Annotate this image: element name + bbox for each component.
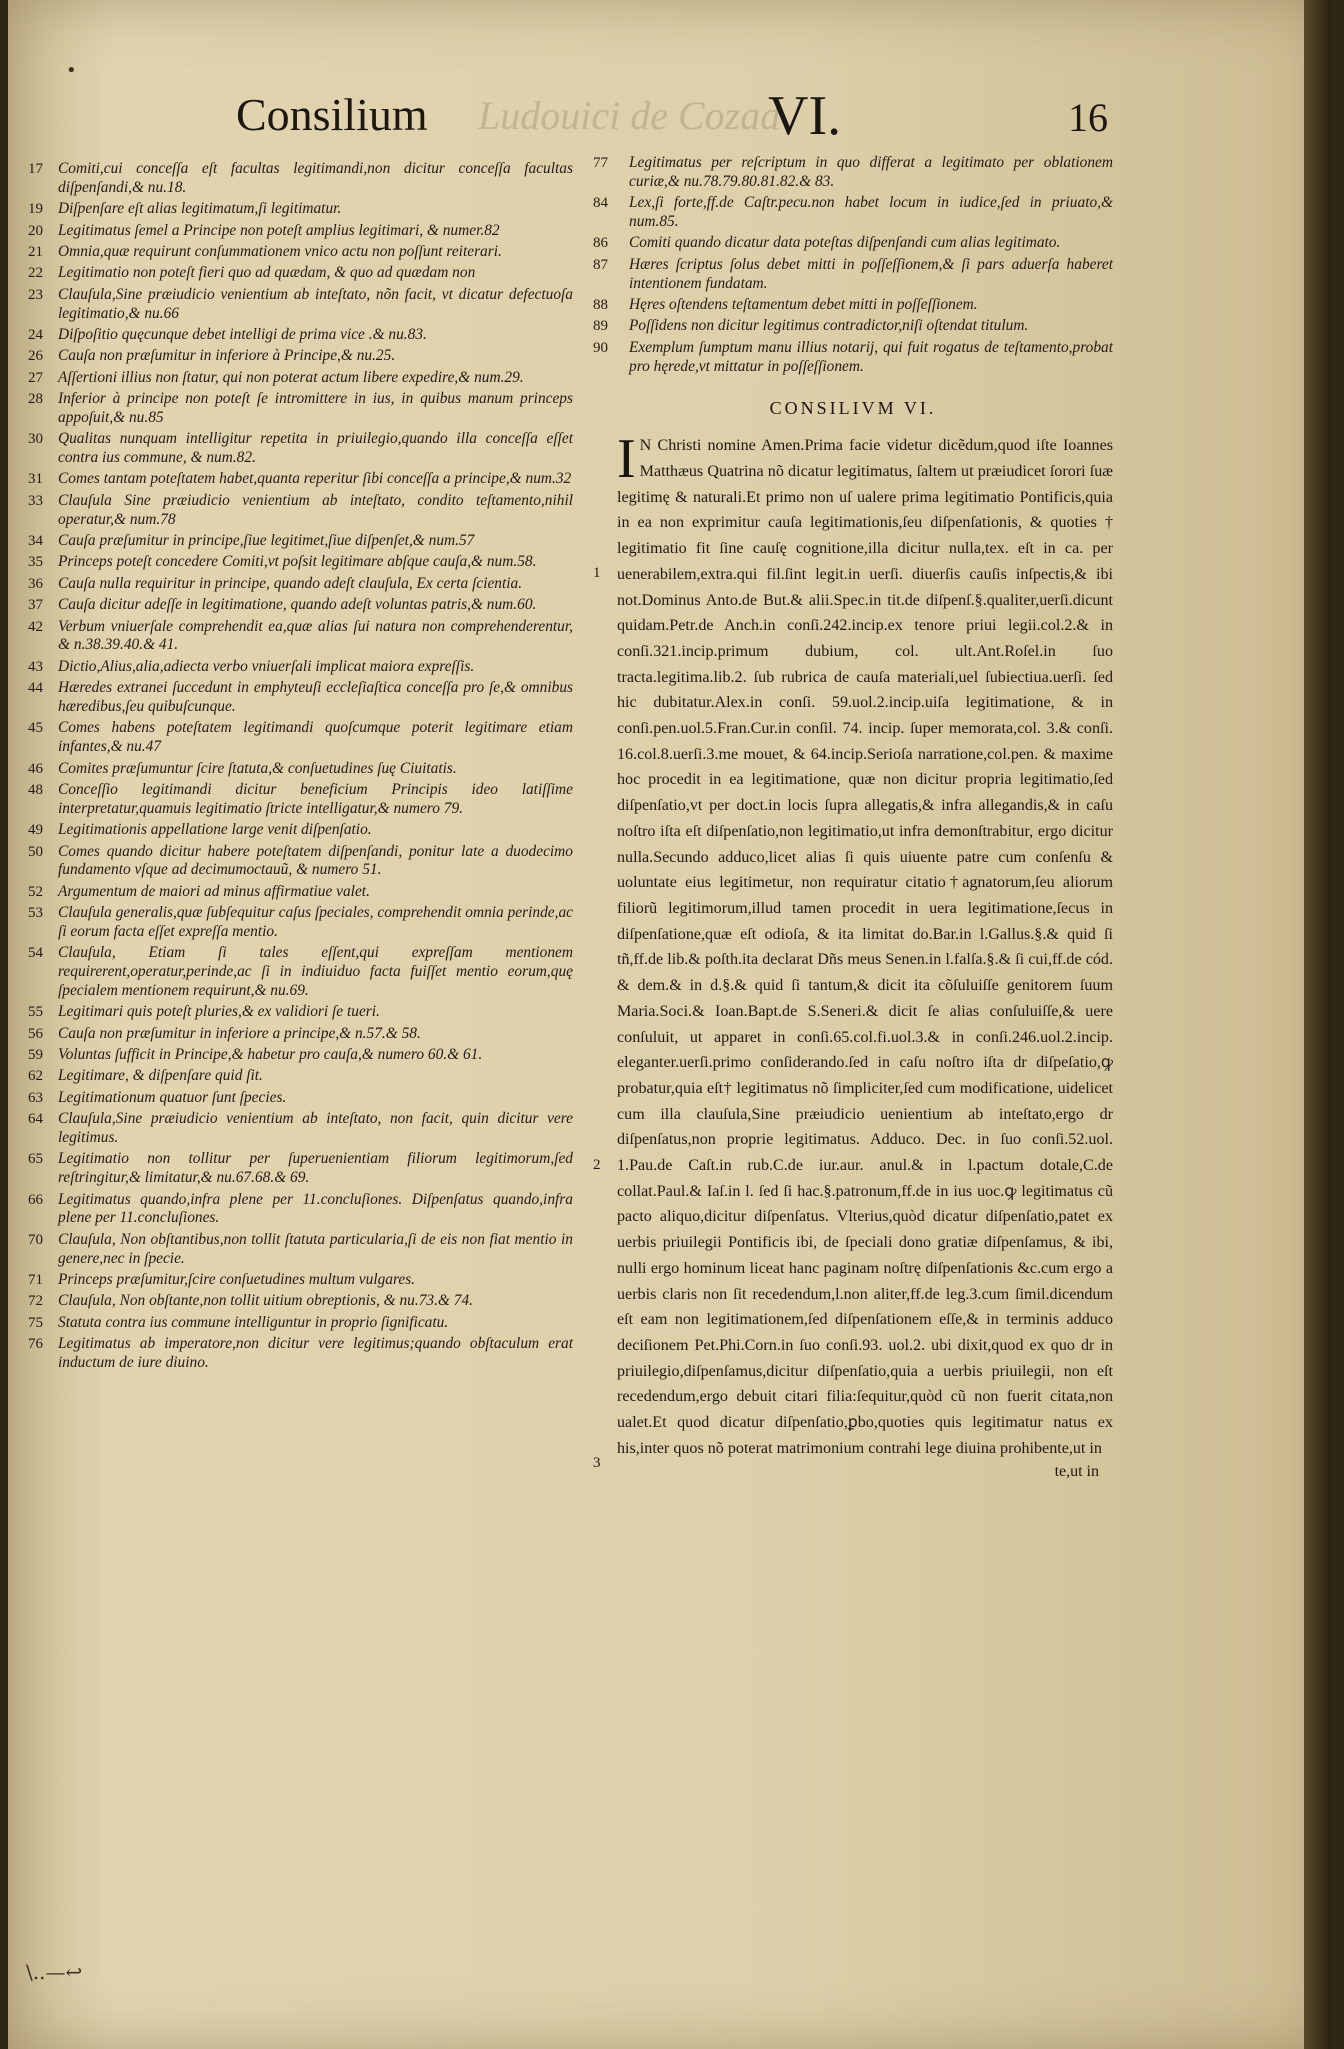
margin-number: 3 [593, 1455, 601, 1472]
index-entry-text: Comites præſumuntur ſcire ſtatuta,& conſuetudines ſuę Ciuitatis. [58, 759, 457, 777]
index-entry-number: 65 [28, 1151, 43, 1168]
index-entry-text: Princeps præſumitur,ſcire conſuetudines multum vulgares. [58, 1271, 416, 1288]
right-index-list [593, 154, 1113, 376]
index-entry [593, 339, 1113, 377]
index-entry-text: Clauſula,Sine præiudicio venientium ab inteſtato, non facit, quin dicitur vere legitimus. [58, 1110, 573, 1147]
index-entry-text: Lex,ſi forte,ff.de Caſtr.pecu.non habet locum in iudice,ſed in priuato,& num.85. [629, 194, 1113, 230]
ink-mark: \..—↩ [26, 1960, 83, 1984]
index-entry-text: Clauſula,Sine præiudicio venientium ab inteſtato, nõn facit, vt dicatur defectuoſa legitimatio,& nu.66 [58, 285, 573, 322]
index-entry-text: Diſpoſitio quęcunque debet intelligi de prima vice .& nu.83. [58, 325, 427, 343]
index-entry-text: Cauſa præſumitur in principe,ſiue legitimet,ſiue diſpenſet,& num.57 [58, 532, 475, 550]
index-entry-text: Clauſula, Non obſtante,non tollit uitium obreptionis, & nu.73.& 74. [58, 1292, 473, 1310]
index-entry [28, 286, 573, 324]
index-entry-text: Poſſidens non dicitur legitimus contradictor,niſi oſtendat titulum. [629, 317, 1029, 335]
index-entry-number: 70 [28, 1231, 43, 1248]
index-entry-number: 59 [28, 1047, 43, 1064]
index-entry-number: 21 [28, 243, 43, 260]
index-entry-number: 17 [28, 161, 43, 177]
index-entry-number: 87 [593, 256, 608, 273]
index-entry-number: 44 [28, 680, 43, 697]
index-entry-text: Dictio,Alius,alia,adiecta verbo vniuerſali implicat maiora expreſſis. [58, 657, 475, 675]
index-entry [28, 658, 573, 677]
index-entry-number: 86 [593, 235, 608, 252]
index-entry-text: Aſſertioni illius non ſtatur, qui non poterat actum libere expedire,& num.29. [58, 368, 524, 386]
index-entry [28, 326, 573, 345]
index-entry-text: Cauſa non præſumitur in inferiore a principe,& n.57.& 58. [58, 1024, 421, 1042]
index-entry-text: Diſpenſare eſt alias legitimatum,ſi legitimatur. [58, 200, 342, 218]
index-entry [28, 553, 573, 572]
index-entry [28, 904, 573, 942]
index-entry-text: Conceſſio legitimandi dicitur beneficium Principis ideo latiſſime interpretatur,quamuis legitimatio ſtricte intelligatur,& numero 79. [58, 780, 573, 817]
index-entry-text: Legitimationis appellatione large venit diſpenſatio. [58, 821, 372, 839]
index-entry [28, 492, 573, 530]
index-entry-number: 22 [28, 265, 43, 282]
index-entry-text: Voluntas ſufficit in Principe,& habetur pro cauſa,& numero 60.& 61. [58, 1046, 483, 1064]
index-entry-text: Verbum vniuerſale comprehendit ea,quæ alias ſui natura non comprehenderentur, & n.38.39.40.& 41. [58, 617, 573, 654]
index-entry-number: 30 [28, 431, 43, 448]
index-entry-text: Hæres ſcriptus ſolus debet mitti in poſſeſſionem,& ſi pars aduerſa haberet intentionem fundatam. [629, 255, 1113, 292]
index-entry-number: 46 [28, 760, 43, 777]
index-entry [28, 843, 573, 881]
index-entry-number: 42 [28, 618, 43, 635]
index-entry-text: Legitimari quis poteſt pluries,& ex validiori ſe tueri. [58, 1003, 380, 1021]
index-entry-number: 54 [28, 945, 43, 962]
index-entry [28, 160, 573, 198]
folio-number: 16 [1068, 95, 1108, 140]
consilium-body [593, 428, 1113, 1472]
index-entry [28, 1314, 573, 1333]
index-entry-number: 75 [28, 1314, 43, 1331]
page-edge [1304, 0, 1330, 2049]
index-entry [28, 719, 573, 757]
index-entry-number: 31 [28, 471, 43, 488]
index-entry-number: 34 [28, 533, 43, 550]
index-entry-number: 45 [28, 720, 43, 737]
index-entry-text: Inferior à principe non poteſt ſe intromittere in ius, in quibus manum princeps appoſuit,& nu.85 [58, 390, 573, 426]
index-entry [28, 618, 573, 656]
index-entry-number: 84 [593, 195, 608, 212]
index-entry-text: Legitimatus ab imperatore,non dicitur vere legitimus;quando obſtaculum erat inductum de iure diuino. [58, 1335, 573, 1371]
consilium-number: VI. [768, 85, 842, 147]
index-entry [593, 154, 1113, 192]
index-entry-text: Legitimatus quando,infra plene per 11.concluſiones. Diſpenſatus quando,infra plene per 11.concluſiones. [58, 1190, 573, 1227]
book-page [8, 0, 1330, 2049]
index-entry-text: Cauſa non præſumitur in inferiore à Principe,& nu.25. [58, 347, 396, 365]
index-entry [28, 1003, 573, 1022]
index-entry [28, 390, 573, 428]
index-entry [28, 430, 573, 468]
index-entry [593, 296, 1113, 315]
index-entry-text: Cauſa dicitur adeſſe in legitimatione, quando adeſt voluntas patris,& num.60. [58, 596, 537, 614]
index-entry [593, 256, 1113, 294]
index-entry-number: 50 [28, 843, 43, 860]
index-entry [28, 575, 573, 594]
index-entry-text: Legitimatus ſemel a Principe non poteſt amplius legitimari, & numer.82 [58, 221, 500, 239]
index-entry-number: 23 [28, 286, 43, 303]
index-entry [28, 1271, 573, 1290]
index-entry-text: Legitimare, & diſpenſare quid ſit. [58, 1067, 263, 1085]
running-title: Consilium [236, 89, 428, 140]
index-entry-text: Legitimationum quatuor ſunt ſpecies. [58, 1088, 287, 1106]
index-entry-text: Qualitas nunquam intelligitur repetita in priuilegio,quando illa conceſſa eſſet contra ius commune, & num.82. [58, 430, 573, 467]
index-entry-number: 77 [593, 155, 608, 171]
index-entry-number: 36 [28, 575, 43, 592]
index-entry-text: Comiti,cui conceſſa eſt facultas legitimandi,non dicitur conceſſa facultas diſpenſandi,& nu.18. [58, 160, 573, 196]
index-entry [28, 1335, 573, 1373]
index-entry [28, 1191, 573, 1229]
index-entry [28, 596, 573, 615]
index-entry-text: Princeps poteſt concedere Comiti,vt poſsit legitimare abſque cauſa,& num.58. [58, 553, 537, 571]
index-entry-number: 63 [28, 1089, 43, 1106]
index-entry-number: 28 [28, 391, 43, 408]
index-entry-number: 49 [28, 822, 43, 839]
index-entry [593, 194, 1113, 232]
index-entry-number: 20 [28, 222, 43, 239]
catchword: te,ut in [1054, 1463, 1099, 1481]
index-entry-number: 37 [28, 597, 43, 614]
index-entry-number: 24 [28, 326, 43, 343]
index-entry-number: 19 [28, 201, 43, 218]
margin-number: 2 [593, 1157, 601, 1174]
index-entry [28, 1150, 573, 1188]
index-entry [28, 222, 573, 241]
index-entry-text: Legitimatio non poteſt fieri quo ad quædam, & quo ad quædam non [58, 264, 476, 282]
right-column [593, 154, 1113, 1481]
index-entry-number: 89 [593, 318, 608, 335]
index-entry [28, 264, 573, 283]
index-entry [593, 234, 1113, 253]
index-entry [28, 1067, 573, 1086]
index-entry-text: Legitimatus per reſcriptum in quo differat a legitimato per oblationem curiæ,& nu.78.79.80.81.82.& 83. [629, 154, 1113, 190]
index-entry-text: Argumentum de maiori ad minus affirmatiue valet. [58, 882, 370, 900]
left-index-column [28, 160, 573, 1375]
index-entry-text: Clauſula, Non obſtantibus,non tollit ſtatuta particularia,ſi de eis non fiat mentio in genere,nec in ſpecie. [58, 1230, 573, 1267]
margin-number: 1 [593, 565, 601, 582]
index-entry-text: Cauſa nulla requiritur in principe, quando adeſt clauſula, Ex certa ſcientia. [58, 574, 523, 592]
index-entry [28, 679, 573, 717]
index-entry-number: 76 [28, 1336, 43, 1353]
index-entry [28, 781, 573, 819]
index-entry-number: 72 [28, 1293, 43, 1310]
drop-cap: I [617, 428, 636, 491]
index-entry [593, 317, 1113, 336]
index-entry-text: Comes tantam poteſtatem habet,quanta reperitur ſibi conceſſa a principe,& num.32 [58, 470, 572, 488]
index-entry [28, 1110, 573, 1148]
index-entry-number: 35 [28, 554, 43, 571]
index-entry-number: 53 [28, 905, 43, 922]
index-entry-number: 71 [28, 1272, 43, 1288]
index-entry [28, 821, 573, 840]
index-entry-text: Clauſula generalis,quæ ſubſequitur caſus ſpeciales, comprehendit omnia perinde,ac ſi eorum facta eſſet expreſſa mentio. [58, 904, 573, 940]
index-entry [28, 1046, 573, 1065]
index-entry [28, 369, 573, 388]
index-entry-text: Omnia,quæ requirunt conſummationem vnico actu non poſſunt reiterari. [58, 242, 502, 260]
show-through-text: Ludouici de Cozad [478, 93, 781, 138]
index-entry-number: 48 [28, 781, 43, 798]
index-entry-text: Legitimatio non tollitur per ſuperuenientiam filiorum legitimorum,ſed reſtringitur,& limitatur,& nu.67.68.& 69. [58, 1150, 573, 1187]
index-entry [28, 944, 573, 1000]
index-entry [28, 532, 573, 551]
index-entry [28, 1025, 573, 1044]
index-entry-number: 33 [28, 492, 43, 509]
index-entry-number: 52 [28, 883, 43, 900]
index-entry-text: Hęres oſtendens teſtamentum debet mitti in poſſeſſionem. [629, 295, 978, 313]
index-entry-number: 88 [593, 296, 608, 313]
index-entry [28, 883, 573, 902]
index-entry-text: Comes quando dicitur habere poteſtatem diſpenſandi, ponitur late a duodecimo fundamento vſque ad decimumoctauũ, & numero 51. [58, 842, 573, 879]
index-entry-number: 26 [28, 348, 43, 365]
index-entry-number: 62 [28, 1068, 43, 1085]
index-entry-text: Exemplum ſumptum manu illius notarij, qui fuit rogatus de teſtamento,probat pro hęrede,vt mittatur in poſſeſſionem. [629, 338, 1113, 375]
index-entry-number: 90 [593, 339, 608, 356]
index-entry [28, 200, 573, 219]
index-entry-text: Statuta contra ius commune intelliguntur in proprio ſignificatu. [58, 1313, 449, 1331]
index-entry [28, 760, 573, 779]
index-entry [28, 243, 573, 262]
index-entry-text: Comiti quando dicatur data poteſtas diſpenſandi cum alias legitimato. [629, 234, 1061, 252]
section-title: CONSILIVM VI. [769, 398, 937, 419]
index-entry [28, 1231, 573, 1269]
index-entry-number: 64 [28, 1111, 43, 1128]
index-entry-number: 43 [28, 658, 43, 675]
page-header [8, 85, 1308, 158]
ink-dot: • [66, 60, 77, 81]
index-entry-text: Clauſula, Etiam ſi tales eſſent,qui expreſſam mentionem requirerent,operatur,perinde,ac ſi in indiuiduo facta fuiſſet mentio eorum,quę ſpecialem mentionem requirunt,& nu.69. [58, 944, 573, 999]
index-entry [28, 1089, 573, 1108]
index-entry-number: 56 [28, 1025, 43, 1042]
index-entry [28, 1292, 573, 1311]
index-entry [28, 470, 573, 489]
index-entry-text: Hæredes extranei ſuccedunt in emphyteuſi eccleſiaſtica conceſſa pro ſe,& omnibus hæredibus,ſeu quibuſcunque. [58, 679, 573, 715]
index-entry-number: 27 [28, 369, 43, 386]
index-entry-number: 66 [28, 1191, 43, 1208]
body-paragraph: N Christi nomine Amen.Prima facie videtur dicẽdum,quod iſte Ioannes Matthæus Quatrina nõ dicatur legitimatus, ſaltem ut præiudicet ſorori ſuæ legitimę & naturali.Et primo non uſ ualere prima legitimatio Pontificis,quia in ea non exprimitur cauſa legitimationis,ſeu diſpenſationis, & quoties † legitimatio fit ſine cauſę cognitione,illa dicitur nulla,tex. eſt in ca. per uenerabilem,extra.qui fil.ſint legit.in uerſi. diuerſis cauſis inſpectis,& ibi not.Dominus Anto.de But.& alii.Spec.in tit.de diſpenſ.§.qualiter,uerſi.dicunt quidam.Petr.de Anch.in conſi.242.incip.ex tenore priui legii.col.2.& in conſi.321.incip.primum dubium, col. ult.Ant.Roſel.in ſuo tracta.legitima.lib.2. ſub rubrica de cauſa materiali,uel ſubiectiua.uerſi. ſed hic dubitatur.Alex.in conſi. 59.uol.2.incip.uiſa legitimatione, & in conſi.pen.uol.5.Fran.Cur.in conſil. 74. incip. ſuper memorata,col. 3.& conſi. 16.col.8.uerſi.3.me mouet, & 64.incip.Serioſa narratione,col.pen. & maxime hoc procedit in ea legitimatione, quæ non dicitur propria legitimatio,ſed diſpenſatio,vt per doct.in locis ſupra allegatis,& infra allegandis,& in caſu noſtro iſta eſt diſpenſatio,non legitimatio,ut infra demonſtrabitur, ergo dicitur nulla.Secundo adduco,licet alias ſi quis uiuente patre cum conſenſu & uoluntate eius legitimetur, non requiratur citatio†agnatorum,ſeu aliorum filiorũ legitimorum,illud tamen procedit in uera legitimatione,ſecus in diſpenſatione,quæ eſt odioſa, & ita limitat do.Bar.in l.Gallus.§.& quid ſi tñ,ff.de lib.& poſth.ita declarat Dñs meus Senen.in l.falſa.§.& ſi cui,ff.de cód. & dem.& in d.§.& quid ſi tantum,& dicit ita cõſuluiſſe genitorem ſuum Maria.Soci.& Ioan.Bapt.de S.Seneri.& dicit ſe alias conſuluiſſe,& uere conſuluit, ut apparet in conſi.65.col.fi.uol.3.& in conſi.246.uol.2.incip. eleganter.uerſi.primo conſiderando.ſed in caſu noſtro iſta dr diſpeſatio,ꝙ probatur,quia eſt† legitimatus nõ ſimpliciter,ſed cum modificatione, uidelicet cum illa clauſula,Sine præiudicio uenientium ab inteſtato,ergo dr diſpenſatus,non proprie legitimatus. Adduco. Dec. in ſuo conſi.52.uol. 1.Pau.de Caſt.in rub.C.de iur.aur. anul.& in l.pactum dotale,C.de collat.Paul.& Iaſ.in l. ſed ſi hac.§.patronum,ff.de in ius uoc.ꝙ legitimatus cũ pacto aliquo,dicitur diſpenſatus. Vlterius,quòd dicatur diſpenſatio,patet ex uerbis priuilegii Pontificis ibi, de ſpeciali dono gratiæ diſpenſamus, & ibi, nulli ergo hominum liceat hanc paginam noſtrę diſpenſationis &c.cum ergo a uerbis claris non ſit recedendum,l.non aliter,ff.de leg.3.cum ſimil.dicendum eſt eam non legitimationem,ſed diſpenſationem eſſe,& in terminis adduco deciſionem Pet.Phi.Corn.in ſuo conſi.93. uol.2. ubi dixit,quod ex quo dr in priuilegio,diſpenſamus,dicitur diſpenſatio,quia a uerbis priuilegii, non eſt recedendum,ergo debuit citari filia:ſequitur,quòd cũ non fuerit citata,non ualet.Et quod dicatur diſpenſatio,ꝑbo,quoties quis legitimatur natus ex his,inter quos nõ poterat matrimonium contrahi lege diuina prohibente,ut in [617, 437, 1113, 1457]
index-entry-text: Clauſula Sine præiudicio venientium ab inteſtato, condito teſtamento,nihil operatur,& num.78 [58, 491, 573, 528]
index-entry-text: Comes habens poteſtatem legitimandi quoſcumque poterit legitimare etiam infantes,& nu.47 [58, 719, 573, 756]
index-entry-number: 55 [28, 1004, 43, 1021]
index-entry [28, 347, 573, 366]
